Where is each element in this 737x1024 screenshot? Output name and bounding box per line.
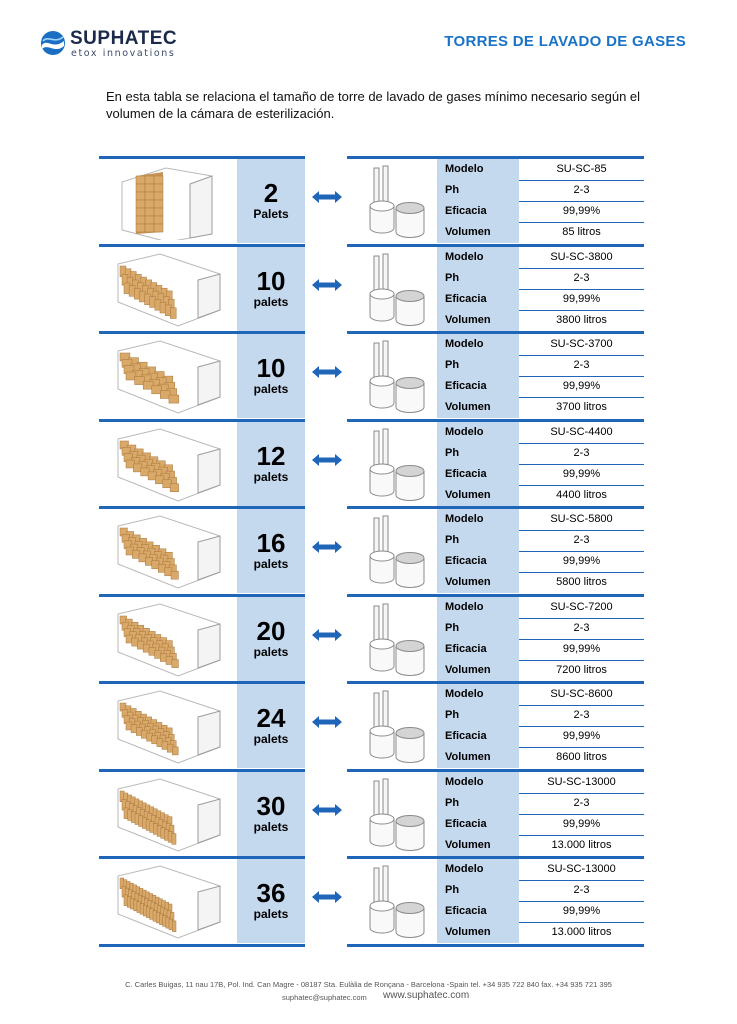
spec-value-efficiency: 99,99% [562, 467, 601, 480]
spec-value-efficiency: 99,99% [562, 817, 601, 830]
table-bottom-rule-left [99, 944, 305, 947]
pallet-unit: palets [253, 732, 289, 746]
spec-row-efficiency [437, 376, 644, 397]
spec-label-efficiency: Eficacia [437, 639, 519, 660]
intro-paragraph: En esta tabla se relaciona el tamaño de torre de lavado de gases mínimo necesario según el volumen de la cámara de esterilización. [106, 89, 641, 121]
table-row [0, 594, 737, 681]
spec-value-efficiency: 99,99% [562, 205, 601, 217]
table-row [0, 681, 737, 768]
spec-row-volume [437, 310, 644, 331]
spec-row-efficiency [437, 289, 644, 310]
pallet-unit: palets [253, 557, 289, 571]
pallet-room-illustration [114, 514, 224, 590]
spec-table [437, 772, 644, 856]
spec-label-ph: Ph [437, 268, 519, 289]
spec-row-volume [437, 397, 644, 418]
spec-value-volume: 3800 litros [556, 313, 607, 326]
logo-tagline: etox innovations [71, 48, 176, 59]
footer-email: suphatec@suphatec.com [282, 993, 367, 1002]
spec-label-ph: Ph [437, 355, 519, 376]
pallet-count-cell [237, 159, 305, 243]
spec-value-volume: 4400 litros [556, 488, 607, 501]
pallet-count-cell [237, 684, 305, 768]
spec-row-ph [437, 618, 644, 639]
spec-row-volume [437, 835, 644, 856]
spec-value-volume: 8600 litros [556, 751, 607, 763]
footer-website: www.suphatec.com [383, 990, 470, 1001]
spec-label-volume: Volumen [437, 835, 519, 856]
spec-row-ph [437, 793, 644, 814]
spec-label-ph: Ph [437, 530, 519, 551]
pallet-count: 10 [256, 353, 286, 383]
pallet-unit: Palets [253, 207, 289, 221]
spec-label-volume: Volumen [437, 660, 519, 681]
pallet-count: 36 [256, 878, 286, 908]
spec-value-model: SU-SC-4400 [550, 425, 613, 438]
spec-row-ph [437, 530, 644, 551]
spec-label-model: Modelo [437, 772, 519, 793]
spec-value-volume: 13.000 litros [551, 926, 612, 938]
table-row [0, 419, 737, 506]
spec-row-efficiency [437, 464, 644, 485]
scrubber-tower-illustration [364, 427, 430, 503]
scrubber-tower-illustration [364, 252, 430, 328]
wave-logo-icon [40, 30, 66, 56]
spec-table [437, 334, 644, 418]
spec-value-model: SU-SC-13000 [547, 775, 616, 788]
spec-value-volume: 5800 litros [556, 576, 607, 588]
spec-row-volume [437, 222, 644, 243]
spec-value-efficiency: 99,99% [562, 642, 601, 655]
table-bottom-rule-right [347, 944, 644, 947]
spec-row-ph [437, 180, 644, 201]
spec-value-ph: 2-3 [573, 884, 590, 896]
spec-row-efficiency [437, 639, 644, 660]
pallet-unit: palets [253, 819, 289, 834]
pallet-count: 16 [256, 528, 286, 558]
spec-row-efficiency [437, 901, 644, 922]
pallet-count: 12 [256, 440, 286, 471]
spec-value-ph: 2-3 [573, 621, 590, 634]
spec-table [437, 684, 644, 768]
pallet-count: 24 [256, 703, 286, 733]
spec-label-model: Modelo [437, 597, 519, 618]
spec-value-ph: 2-3 [573, 709, 590, 721]
scrubber-tower-illustration [364, 164, 430, 240]
spec-value-model: SU-SC-5800 [550, 513, 613, 525]
spec-row-efficiency [437, 814, 644, 835]
table-row [0, 856, 737, 943]
pallet-count-cell [237, 334, 305, 418]
pallet-count: 20 [256, 615, 286, 646]
spec-value-volume: 3700 litros [556, 401, 607, 413]
table-row [0, 331, 737, 418]
spec-row-ph [437, 880, 644, 901]
spec-label-efficiency: Eficacia [437, 726, 519, 747]
spec-table [437, 247, 644, 331]
spec-label-volume: Volumen [437, 222, 519, 243]
pallet-room-illustration [114, 602, 224, 678]
spec-label-efficiency: Eficacia [437, 289, 519, 310]
pallet-room-illustration [114, 164, 224, 240]
double-arrow-icon [312, 365, 342, 379]
spec-label-efficiency: Eficacia [437, 376, 519, 397]
pallet-unit: palets [253, 382, 289, 396]
pallet-unit: palets [253, 644, 289, 659]
spec-label-volume: Volumen [437, 922, 519, 943]
spec-label-volume: Volumen [437, 397, 519, 418]
spec-label-efficiency: Eficacia [437, 464, 519, 485]
spec-row-volume [437, 660, 644, 681]
spec-value-ph: 2-3 [573, 184, 590, 196]
pallet-count-cell [237, 422, 305, 506]
spec-label-ph: Ph [437, 443, 519, 464]
table-row [0, 506, 737, 593]
pallet-room-illustration [114, 689, 224, 765]
spec-label-volume: Volumen [437, 310, 519, 331]
spec-row-ph [437, 355, 644, 376]
double-arrow-icon [312, 190, 342, 204]
spec-label-efficiency: Eficacia [437, 201, 519, 222]
spec-label-volume: Volumen [437, 485, 519, 506]
pallet-count-cell [237, 772, 305, 856]
pallet-count-cell [237, 247, 305, 331]
footer-address: C. Carles Buigas, 11 nau 17B, Pol. Ind. Can Magre - 08187 Sta. Eulàlia de Ronçana - Barcelona -Spain tel. +34 935 722 840 fax. +34 935 721 395 [125, 980, 612, 989]
spec-label-ph: Ph [437, 880, 519, 901]
spec-value-model: SU-SC-85 [556, 163, 607, 175]
spec-value-efficiency: 99,99% [562, 555, 601, 567]
spec-value-efficiency: 99,99% [562, 292, 601, 305]
scrubber-tower-illustration [364, 514, 430, 590]
spec-value-ph: 2-3 [573, 359, 590, 371]
pallet-unit: palets [253, 294, 289, 309]
table-row [0, 769, 737, 856]
spec-row-volume [437, 922, 644, 943]
spec-row-efficiency [437, 201, 644, 222]
pallet-room-illustration [114, 252, 224, 328]
pallet-room-illustration [114, 777, 224, 853]
spec-value-ph: 2-3 [573, 271, 590, 284]
spec-label-model: Modelo [437, 684, 519, 705]
double-arrow-icon [312, 540, 342, 554]
spec-row-volume [437, 572, 644, 593]
spec-value-efficiency: 99,99% [562, 730, 601, 742]
spec-label-model: Modelo [437, 334, 519, 355]
double-arrow-icon [312, 628, 342, 642]
spec-value-model: SU-SC-13000 [547, 863, 616, 875]
pallet-room-illustration [114, 864, 224, 940]
double-arrow-icon [312, 453, 342, 467]
spec-row-model [437, 772, 644, 793]
pallet-room-illustration [114, 427, 224, 503]
spec-row-ph [437, 268, 644, 289]
spec-value-volume: 7200 litros [556, 663, 607, 676]
spec-label-ph: Ph [437, 180, 519, 201]
spec-row-ph [437, 443, 644, 464]
spec-row-model [437, 247, 644, 268]
spec-label-volume: Volumen [437, 572, 519, 593]
spec-label-efficiency: Eficacia [437, 551, 519, 572]
spec-label-model: Modelo [437, 247, 519, 268]
spec-label-efficiency: Eficacia [437, 814, 519, 835]
spec-table [437, 509, 644, 593]
spec-label-ph: Ph [437, 705, 519, 726]
spec-label-model: Modelo [437, 509, 519, 530]
spec-value-efficiency: 99,99% [562, 380, 601, 392]
table-row [0, 156, 737, 243]
spec-value-volume: 13.000 litros [551, 838, 612, 851]
scrubber-tower-illustration [364, 689, 430, 765]
company-logo [40, 26, 200, 60]
spec-row-model [437, 422, 644, 443]
spec-value-ph: 2-3 [573, 446, 590, 459]
pallet-count-cell [237, 859, 305, 943]
table-row [0, 244, 737, 331]
pallet-count: 10 [256, 265, 286, 296]
spec-row-model [437, 509, 644, 530]
double-arrow-icon [312, 890, 342, 904]
spec-value-volume: 85 litros [562, 226, 601, 238]
spec-row-efficiency [437, 726, 644, 747]
spec-row-model [437, 684, 644, 705]
spec-row-model [437, 159, 644, 180]
spec-row-efficiency [437, 551, 644, 572]
spec-label-model: Modelo [437, 159, 519, 180]
spec-value-ph: 2-3 [573, 796, 590, 809]
spec-value-efficiency: 99,99% [562, 905, 601, 917]
spec-row-volume [437, 747, 644, 768]
pallet-unit: palets [253, 469, 289, 484]
spec-label-model: Modelo [437, 859, 519, 880]
pallet-count: 30 [256, 790, 286, 821]
pallet-unit: palets [253, 907, 289, 921]
spec-table [437, 597, 644, 681]
pallet-count-cell [237, 509, 305, 593]
logo-name: SUPHATEC [70, 28, 178, 49]
spec-table [437, 422, 644, 506]
double-arrow-icon [312, 715, 342, 729]
spec-label-efficiency: Eficacia [437, 901, 519, 922]
spec-row-model [437, 859, 644, 880]
spec-value-model: SU-SC-7200 [550, 600, 613, 613]
pallet-count: 2 [263, 178, 279, 208]
spec-row-ph [437, 705, 644, 726]
spec-row-model [437, 597, 644, 618]
pallet-room-illustration [114, 339, 224, 415]
spec-row-volume [437, 485, 644, 506]
document-title: TORRES DE LAVADO DE GASES [444, 33, 686, 50]
scrubber-tower-illustration [364, 864, 430, 940]
spec-value-model: SU-SC-3800 [550, 250, 613, 263]
spec-table [437, 159, 644, 243]
spec-table [437, 859, 644, 943]
spec-label-model: Modelo [437, 422, 519, 443]
scrubber-tower-illustration [364, 777, 430, 853]
scrubber-tower-illustration [364, 602, 430, 678]
spec-label-ph: Ph [437, 618, 519, 639]
pallet-count-cell [237, 597, 305, 681]
double-arrow-icon [312, 278, 342, 292]
double-arrow-icon [312, 803, 342, 817]
spec-value-model: SU-SC-8600 [550, 688, 613, 700]
spec-value-ph: 2-3 [573, 534, 590, 546]
scrubber-tower-illustration [364, 339, 430, 415]
spec-label-ph: Ph [437, 793, 519, 814]
spec-label-volume: Volumen [437, 747, 519, 768]
spec-value-model: SU-SC-3700 [550, 338, 613, 350]
spec-row-model [437, 334, 644, 355]
